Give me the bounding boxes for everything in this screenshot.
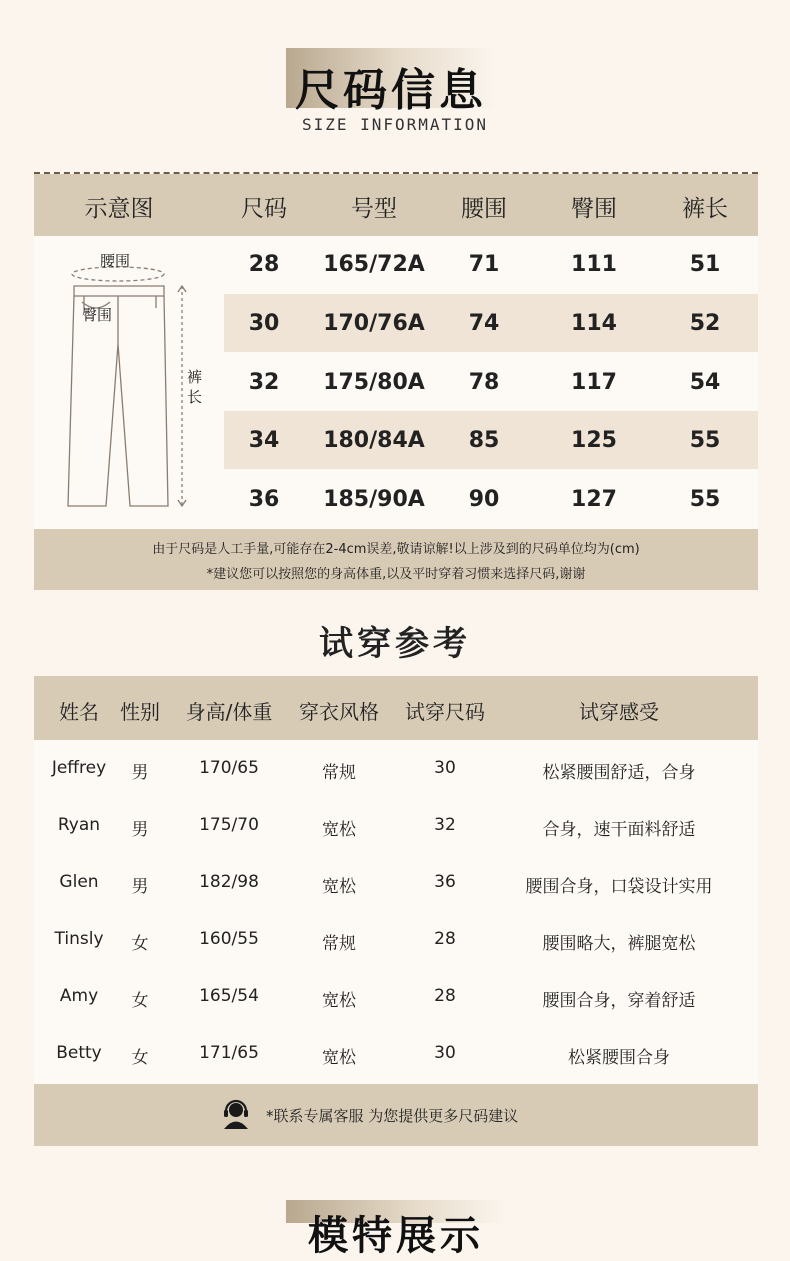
diagram-hip-label: 臀围 [82,306,113,324]
note-measurement: 由于尺码是人工手量,可能存在2-4cm误差,敬请谅解!以上涉及到的尺码单位均为(cm) [152,542,640,557]
cell-fit: 165/72A [323,252,425,277]
col-gender: 性别 [120,700,160,724]
col-hip: 臀围 [571,196,617,222]
cell-style: 常规 [322,763,356,783]
cell-name: Jeffrey [51,758,107,778]
cell-size: 32 [248,370,280,395]
cell-fit: 180/84A [323,428,425,453]
cell-height-weight: 170/65 [199,758,259,778]
cell-try-size: 28 [434,929,456,949]
diagram-waist-label: 腰围 [100,252,131,270]
cell-height-weight: 175/70 [199,815,259,835]
cell-waist: 78 [468,370,500,395]
cell-size: 30 [248,311,280,336]
pants-outline-icon [60,244,230,524]
cell-try-size: 28 [434,986,456,1006]
cell-hip: 111 [571,252,617,277]
cell-length: 54 [689,370,721,395]
cell-size: 36 [248,487,280,512]
cell-gender: 女 [131,991,149,1011]
cell-style: 宽松 [322,877,356,897]
cell-hip: 127 [571,487,617,512]
cell-name: Glen [59,872,99,892]
cell-height-weight: 165/54 [199,986,259,1006]
title-banner [286,48,496,116]
cell-style: 常规 [322,934,356,954]
pants-diagram [60,244,230,524]
col-feeling: 试穿感受 [579,700,659,724]
cell-length: 51 [689,252,721,277]
cell-feeling: 合身，速干面料舒适 [542,820,696,840]
cell-hip: 117 [571,370,617,395]
cell-fit: 185/90A [323,487,425,512]
cell-gender: 男 [131,820,149,840]
cell-name: Ryan [57,815,101,835]
cell-style: 宽松 [322,820,356,840]
cell-name: Amy [59,986,99,1006]
cell-length: 55 [689,487,721,512]
cell-waist: 85 [468,428,500,453]
cell-length: 52 [689,311,721,336]
col-fit: 号型 [351,196,397,222]
cell-style: 宽松 [322,991,356,1011]
cell-fit: 175/80A [323,370,425,395]
customer-service-text: *联系专属客服 为您提供更多尺码建议 [266,1107,519,1125]
cell-feeling: 松紧腰围合身 [568,1048,670,1068]
cell-try-size: 32 [434,815,456,835]
size-table-header [34,174,758,236]
cell-gender: 男 [131,763,149,783]
cell-hip: 125 [571,428,617,453]
next-section-title: 模特展示 [308,1213,484,1259]
size-info-header [0,48,790,116]
cell-feeling: 腰围合身，口袋设计实用 [525,877,713,897]
cell-size: 28 [248,252,280,277]
cell-fit: 170/76A [323,311,425,336]
fitting-table-header [34,676,758,740]
size-notes [34,529,758,590]
cell-size: 34 [248,428,280,453]
col-try-size: 试穿尺码 [405,700,485,724]
cell-name: Betty [56,1043,102,1063]
cell-gender: 女 [131,934,149,954]
fitting-title: 试穿参考 [319,624,471,664]
cell-waist: 90 [468,487,500,512]
customer-service-icon [220,1098,252,1130]
cell-length: 55 [689,428,721,453]
cell-style: 宽松 [322,1048,356,1068]
col-style: 穿衣风格 [299,700,379,724]
size-table [34,172,758,590]
cell-try-size: 36 [434,872,456,892]
cell-feeling: 腰围合身，穿着舒适 [542,991,696,1011]
cell-waist: 71 [468,252,500,277]
cell-name: Tinsly [54,929,104,949]
cell-hip: 114 [571,311,617,336]
cell-try-size: 30 [434,758,456,778]
cell-height-weight: 182/98 [199,872,259,892]
cell-feeling: 松紧腰围舒适，合身 [542,763,696,783]
col-size: 尺码 [241,196,287,222]
cell-height-weight: 160/55 [199,929,259,949]
cell-try-size: 30 [434,1043,456,1063]
customer-service-bar[interactable] [34,1084,758,1146]
col-diagram: 示意图 [84,196,154,222]
col-name: 姓名 [59,700,99,724]
note-suggestion: *建议您可以按照您的身高体重,以及平时穿着习惯来选择尺码,谢谢 [206,567,586,582]
page-subtitle: SIZE INFORMATION [301,115,489,134]
cell-feeling: 腰围略大，裤腿宽松 [542,934,696,954]
cell-gender: 男 [131,877,149,897]
cell-height-weight: 171/65 [199,1043,259,1063]
col-length: 裤长 [682,196,728,222]
diagram-length-label-2: 长 [187,388,203,406]
cell-gender: 女 [131,1048,149,1068]
fitting-table [34,676,758,1146]
diagram-length-label-1: 裤 [187,368,203,386]
cell-waist: 74 [468,311,500,336]
page-title: 尺码信息 [295,65,487,116]
next-section-banner [286,1200,506,1259]
col-waist: 腰围 [461,196,507,222]
col-height-weight: 身高/体重 [185,700,273,724]
